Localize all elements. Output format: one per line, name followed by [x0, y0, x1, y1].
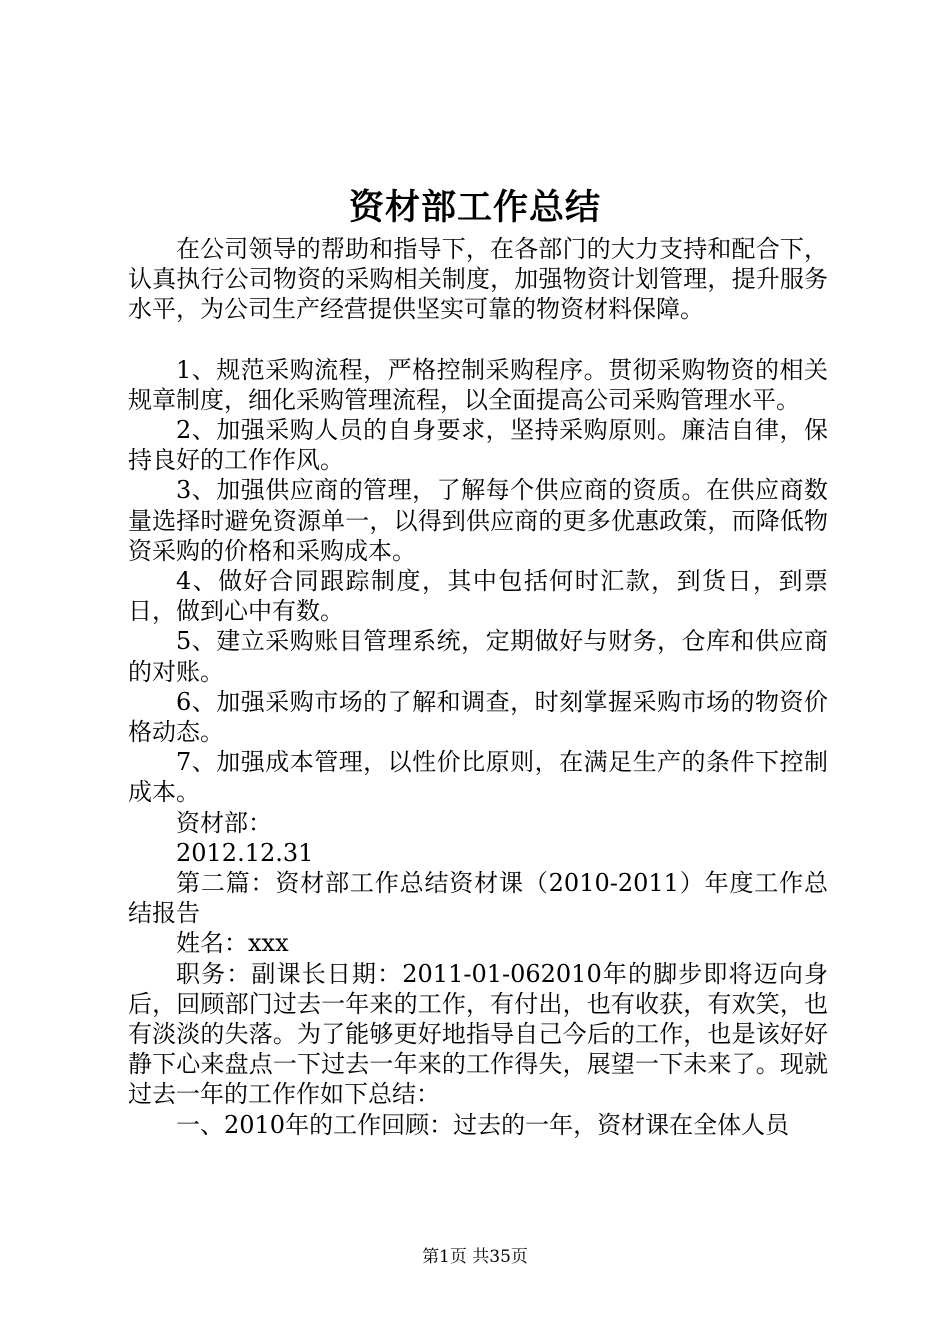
- signature-department: 资材部：: [176, 808, 272, 837]
- item-1-paragraph: 1、规范采购流程，严格控制采购程序。贯彻采购物资的相关规章制度，细化采购管理流程，以全面提高公司采购管理水平。: [128, 355, 828, 414]
- item-7-paragraph: 7、加强成本管理，以性价比原则，在满足生产的条件下控制成本。: [128, 748, 828, 807]
- position-paragraph: 职务：副课长日期：2011-01-062010年的脚步即将迈向身后，回顾部门过去一年来的工作，有付出，也有收获，有欢笑，也有淡淡的失落。为了能够更好地指导自己今后的工作，也是该好好静下心来盘点一下过去一年来的工作得失，展望一下未来了。现就过去一年的工作作如下总结：: [128, 959, 828, 1109]
- page-footer: 第1页 共35页: [422, 1247, 528, 1267]
- signature-date: 2012.12.31: [176, 838, 314, 867]
- document-title: 资材部工作总结: [348, 187, 601, 228]
- item-3-paragraph: 3、加强供应商的管理，了解每个供应商的资质。在供应商数量选择时避免资源单一，以得到供应商的更多优惠政策，而降低物资采购的价格和采购成本。: [128, 476, 828, 565]
- item-5-paragraph: 5、建立采购账目管理系统，定期做好与财务，仓库和供应商的对账。: [128, 627, 828, 686]
- intro-paragraph: 在公司领导的帮助和指导下，在各部门的大力支持和配合下，认真执行公司物资的采购相关制度，加强物资计划管理，提升服务水平，为公司生产经营提供坚实可靠的物资材料保障。: [128, 235, 828, 324]
- document-body: [128, 234, 828, 1140]
- item-4-paragraph: 4、做好合同跟踪制度，其中包括何时汇款，到货日，到票日，做到心中有数。: [128, 567, 828, 626]
- author-name: 姓名：xxx: [176, 929, 289, 958]
- item-6-paragraph: 6、加强采购市场的了解和调查，时刻掌握采购市场的物资价格动态。: [128, 687, 828, 747]
- review-paragraph: 一、2010年的工作回顾：过去的一年，资材课在全体人员: [176, 1110, 790, 1139]
- second-article-heading: 第二篇：资材部工作总结资材课（2010-2011）年度工作总结报告: [128, 869, 828, 928]
- item-2-paragraph: 2、加强采购人员的自身要求，坚持采购原则。廉洁自律，保持良好的工作作风。: [128, 416, 828, 475]
